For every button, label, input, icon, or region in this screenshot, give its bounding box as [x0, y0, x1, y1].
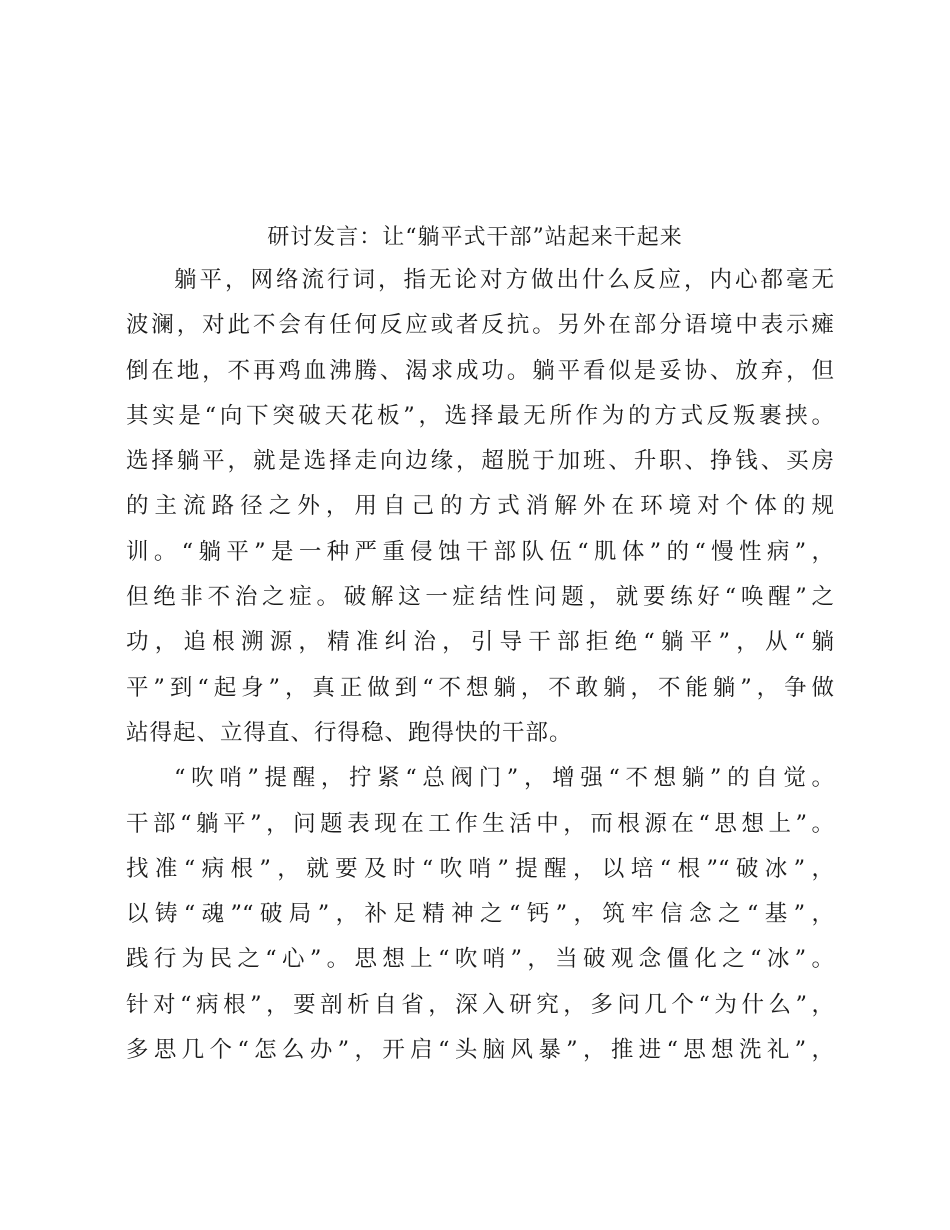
paragraph-line: 躺平，网络流行词，指无论对方做出什么反应，内心都毫无	[174, 267, 834, 293]
paragraph-line: 干部“躺平”，问题表现在工作生活中，而根源在“思想上”。	[126, 810, 834, 837]
paragraph-1	[126, 258, 834, 756]
paragraph-line: 训。“躺平”是一种严重侵蚀干部队伍“肌体”的“慢性病”，	[126, 538, 834, 565]
document-body	[126, 258, 834, 1073]
document-title: 研讨发言：让“躺平式干部”站起来干起来	[267, 225, 683, 250]
paragraph-line: 平”到“起身”，真正做到“不想躺，不敢躺，不能躺”，争做	[126, 674, 834, 701]
paragraph-line: 站得起、立得直、行得稳、跑得快的干部。	[126, 719, 573, 746]
paragraph-line: 选择躺平，就是选择走向边缘，超脱于加班、升职、挣钱、买房	[126, 448, 834, 475]
paragraph-line: 但绝非不治之症。破解这一症结性问题，就要练好“唤醒”之	[126, 584, 834, 611]
paragraph-line: 多思几个“怎么办”，开启“头脑风暴”，推进“思想洗礼”，	[126, 1037, 834, 1064]
paragraph-line: 功，追根溯源，精准纠治，引导干部拒绝“躺平”，从“躺	[126, 629, 834, 656]
paragraph-line: 践行为民之“心”。思想上“吹哨”，当破观念僵化之“冰”。	[126, 946, 834, 973]
paragraph-line: 找准“病根”，就要及时“吹哨”提醒，以培“根”“破冰”，	[126, 855, 834, 882]
paragraph-line: 波澜，对此不会有任何反应或者反抗。另外在部分语境中表示瘫	[126, 312, 834, 339]
paragraph-line: “吹哨”提醒，拧紧“总阀门”，增强“不想躺”的自觉。	[174, 765, 834, 792]
paragraph-line: 针对“病根”，要剖析自省，深入研究，多问几个“为什么”，	[126, 991, 834, 1018]
paragraph-line: 以铸“魂”“破局”，补足精神之“钙”，筑牢信念之“基”，	[126, 901, 834, 928]
paragraph-line: 倒在地，不再鸡血沸腾、渴求成功。躺平看似是妥协、放弃，但	[126, 357, 834, 384]
paragraph-line: 其实是“向下突破天花板”，选择最无所作为的方式反叛裹挟。	[126, 402, 834, 429]
paragraph-2	[126, 756, 834, 1073]
paragraph-line: 的主流路径之外，用自己的方式消解外在环境对个体的规	[126, 493, 834, 520]
